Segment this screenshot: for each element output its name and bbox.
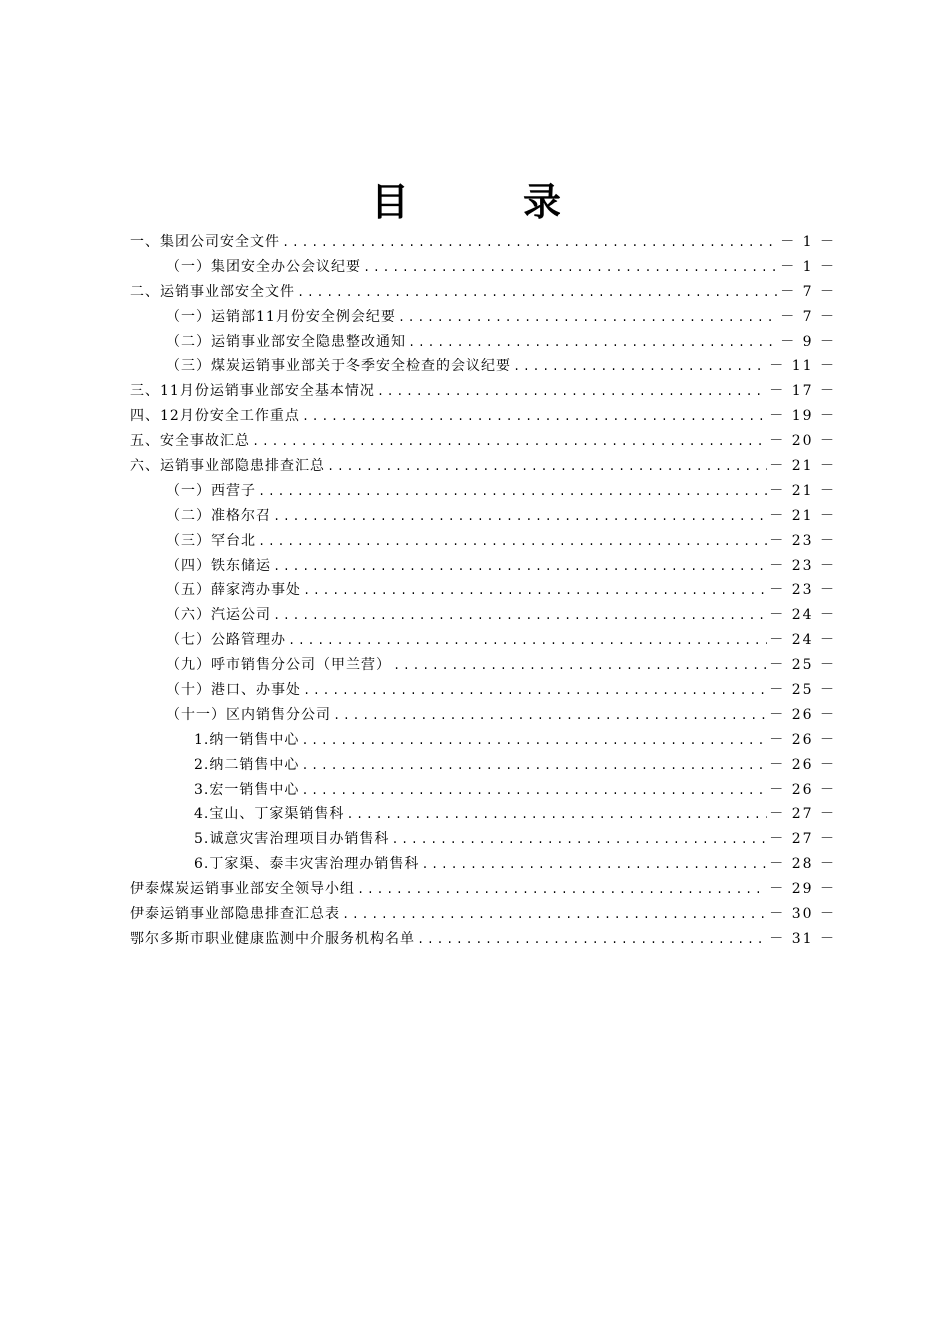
toc-entry-page-number: － 24 － [769, 632, 836, 649]
toc-entry[interactable] [130, 330, 836, 355]
toc-entry-label: 五、安全事故汇总 [130, 433, 250, 450]
toc-entry[interactable] [130, 728, 836, 753]
dot-leader [282, 231, 778, 256]
toc-entry-label: 六、运销事业部隐患排查汇总 [130, 458, 325, 475]
dot-leader [333, 704, 767, 729]
dot-leader [391, 828, 767, 853]
dot-leader [357, 878, 767, 903]
toc-entry[interactable] [130, 280, 836, 305]
dot-leader [377, 380, 767, 405]
toc-entry[interactable] [130, 454, 836, 479]
toc-entry-label: 1.纳一销售中心 [194, 731, 300, 748]
toc-entry[interactable] [130, 554, 836, 579]
toc-entry[interactable] [130, 802, 836, 827]
dot-leader [303, 579, 767, 604]
toc-entry-label: （九）呼市销售分公司（甲兰营） [166, 657, 391, 674]
toc-entry[interactable] [130, 404, 836, 429]
toc-entry-page-number: － 9 － [780, 333, 836, 350]
toc-entry[interactable] [130, 678, 836, 703]
dot-leader [363, 256, 778, 281]
toc-entry-page-number: － 20 － [769, 433, 836, 450]
toc-entry-label: 伊泰煤炭运销事业部安全领导小组 [130, 881, 355, 898]
toc-entry[interactable] [130, 305, 836, 330]
toc-entry-label: （五）薛家湾办事处 [166, 582, 301, 599]
toc-entry[interactable] [130, 379, 836, 404]
dot-leader [393, 654, 767, 679]
dot-leader [252, 430, 767, 455]
toc-entry[interactable] [130, 902, 836, 927]
dot-leader [302, 405, 767, 430]
toc-entry[interactable] [130, 927, 836, 952]
toc-entry-label: 四、12月份安全工作重点 [130, 408, 300, 425]
toc-entry[interactable] [130, 827, 836, 852]
toc-entry-label: 3.宏一销售中心 [194, 781, 300, 798]
toc-entry[interactable] [130, 753, 836, 778]
toc-entry[interactable] [130, 354, 836, 379]
toc-entry-page-number: － 7 － [780, 308, 836, 325]
toc-entry-label: 鄂尔多斯市职业健康监测中介服务机构名单 [130, 930, 415, 947]
toc-entry[interactable] [130, 230, 836, 255]
toc-entry-page-number: － 25 － [769, 682, 836, 699]
toc-entry-page-number: － 1 － [780, 258, 836, 275]
dot-leader [408, 331, 778, 356]
toc-entry-page-number: － 23 － [769, 557, 836, 574]
table-of-contents [130, 230, 836, 952]
dot-leader [301, 754, 767, 779]
toc-entry-label: （七）公路管理办 [166, 632, 286, 649]
dot-leader [273, 505, 767, 530]
toc-entry-page-number: － 27 － [769, 831, 836, 848]
dot-leader [301, 729, 767, 754]
toc-entry-label: （六）汽运公司 [166, 607, 271, 624]
toc-entry-page-number: － 23 － [769, 582, 836, 599]
toc-entry-label: （二）运销事业部安全隐患整改通知 [166, 333, 406, 350]
toc-entry-page-number: － 7 － [780, 283, 836, 300]
toc-entry[interactable] [130, 628, 836, 653]
dot-leader [327, 455, 767, 480]
dot-leader [273, 604, 767, 629]
dot-leader [398, 306, 778, 331]
toc-entry-page-number: － 21 － [769, 507, 836, 524]
toc-entry-page-number: － 26 － [769, 731, 836, 748]
dot-leader [303, 679, 767, 704]
toc-entry-page-number: － 23 － [769, 532, 836, 549]
dot-leader [346, 803, 767, 828]
dot-leader [301, 779, 767, 804]
toc-entry-page-number: － 1 － [780, 234, 836, 250]
dot-leader [421, 853, 767, 878]
toc-entry-label: （一）西营子 [166, 482, 256, 499]
toc-entry[interactable] [130, 479, 836, 504]
dot-leader [342, 903, 767, 928]
toc-entry-page-number: － 11 － [769, 358, 836, 375]
toc-entry-page-number: － 26 － [769, 706, 836, 723]
toc-entry-label: 2.纳二销售中心 [194, 756, 300, 773]
toc-entry[interactable] [130, 778, 836, 803]
toc-entry-label: 6.丁家渠、泰丰灾害治理办销售科 [194, 856, 420, 873]
toc-entry-label: 三、11月份运销事业部安全基本情况 [130, 383, 375, 400]
page-title: 目 录 [370, 180, 599, 224]
toc-entry-page-number: － 21 － [769, 482, 836, 499]
toc-entry-label: （三）罕台北 [166, 532, 256, 549]
toc-entry-label: （十一）区内销售分公司 [166, 706, 331, 723]
dot-leader [297, 281, 778, 306]
toc-entry-page-number: － 27 － [769, 806, 836, 823]
toc-entry-label: 一、集团公司安全文件 [130, 234, 280, 250]
toc-entry-label: （一）运销部11月份安全例会纪要 [166, 308, 396, 325]
toc-entry-label: （一）集团安全办公会议纪要 [166, 258, 361, 275]
toc-entry[interactable] [130, 603, 836, 628]
toc-entry-page-number: － 24 － [769, 607, 836, 624]
dot-leader [288, 629, 767, 654]
toc-entry-label: 二、运销事业部安全文件 [130, 283, 295, 300]
dot-leader [417, 928, 767, 953]
toc-entry-page-number: － 19 － [769, 408, 836, 425]
toc-entry-label: 5.诚意灾害治理项目办销售科 [194, 831, 390, 848]
toc-entry-page-number: － 30 － [769, 906, 836, 923]
toc-entry[interactable] [130, 255, 836, 280]
toc-entry-page-number: － 26 － [769, 756, 836, 773]
dot-leader [273, 555, 767, 580]
toc-entry-label: （四）铁东储运 [166, 557, 271, 574]
dot-leader [258, 480, 767, 505]
toc-entry[interactable] [130, 504, 836, 529]
toc-entry-label: （二）准格尔召 [166, 507, 271, 524]
toc-entry-label: 4.宝山、丁家渠销售科 [194, 806, 345, 823]
toc-entry[interactable] [130, 653, 836, 678]
toc-entry-label: （三）煤炭运销事业部关于冬季安全检查的会议纪要 [166, 358, 511, 375]
toc-entry[interactable] [130, 852, 836, 877]
toc-entry-page-number: － 25 － [769, 657, 836, 674]
toc-entry-page-number: － 28 － [769, 856, 836, 873]
toc-entry[interactable] [130, 703, 836, 728]
toc-entry[interactable] [130, 877, 836, 902]
toc-entry-label: （十）港口、办事处 [166, 682, 301, 699]
toc-entry-page-number: － 21 － [769, 458, 836, 475]
toc-entry-page-number: － 26 － [769, 781, 836, 798]
toc-entry-page-number: － 17 － [769, 383, 836, 400]
toc-entry[interactable] [130, 529, 836, 554]
toc-entry[interactable] [130, 429, 836, 454]
dot-leader [513, 355, 767, 380]
toc-entry-page-number: － 31 － [769, 930, 836, 947]
toc-entry-label: 伊泰运销事业部隐患排查汇总表 [130, 906, 340, 923]
toc-entry-page-number: － 29 － [769, 881, 836, 898]
dot-leader [258, 530, 767, 555]
toc-entry[interactable] [130, 578, 836, 603]
